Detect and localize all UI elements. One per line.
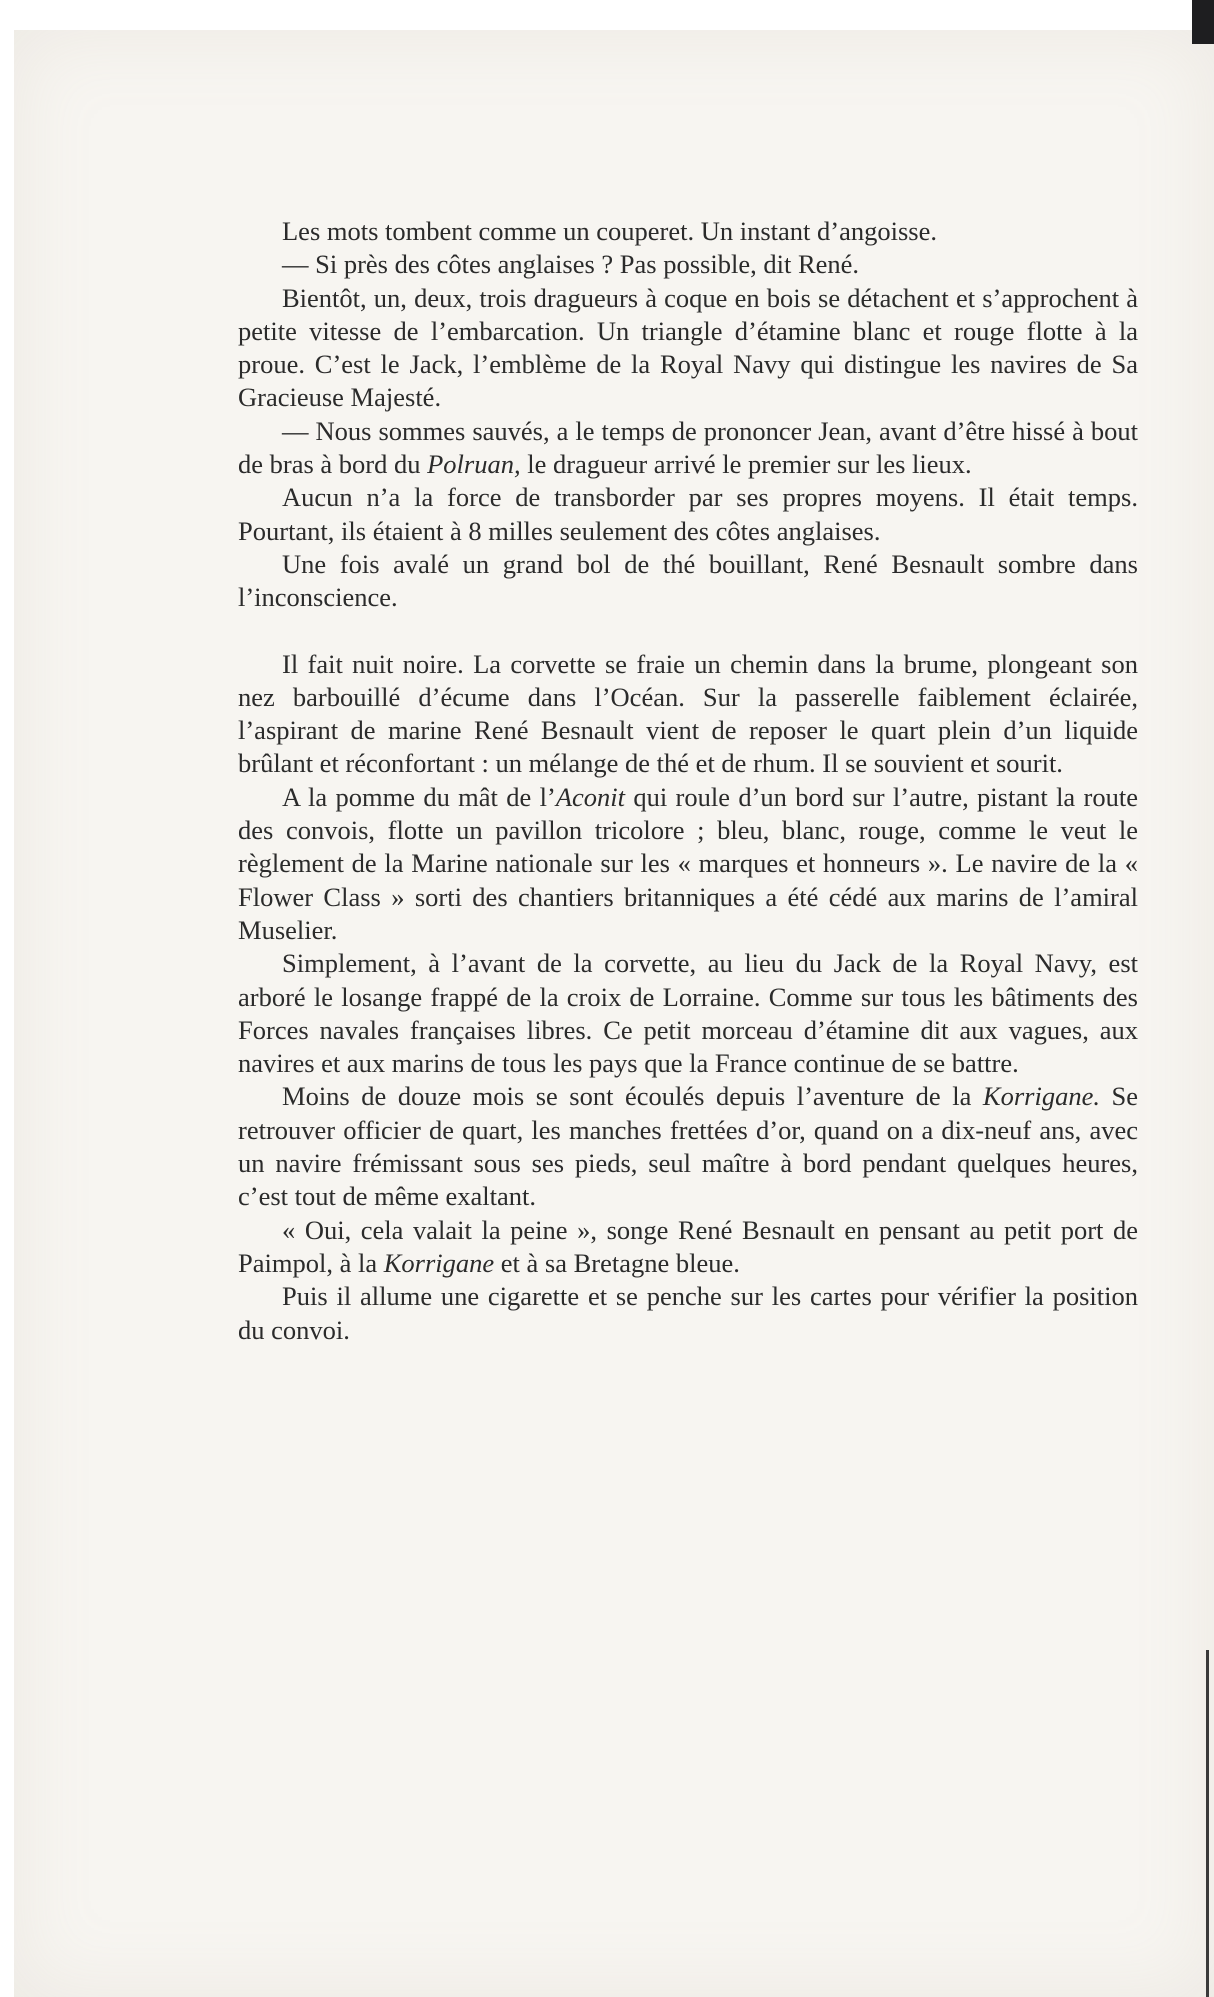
- italic-text: Korrigane.: [982, 1081, 1100, 1112]
- text-run: Se retrouver officier de quart, les manches frettées d’or, quand on a dix-neuf ans, avec un navire frémissant sous ses pieds, seul maître à bord pendant quelques heures, c’est tout de même exaltant.: [238, 1081, 1139, 1212]
- text-run: Les mots tombent comme un couperet. Un instant d’angoisse.: [282, 216, 938, 246]
- paragraph: [238, 481, 1138, 548]
- scan-corner-tab: [1192, 0, 1214, 44]
- paragraph: [238, 248, 1138, 281]
- text-run: Une fois avalé un grand bol de thé bouillant, René Besnault sombre dans l’inconscience.: [238, 548, 1138, 613]
- section-break: [238, 615, 1138, 648]
- text-run: qui roule d’un bord sur l’autre, pistant la route des convois, flotte un pavillon tricolore ; bleu, blanc, rouge, comme le veut le règlement de la Marine nationale sur les « marques et honneurs ». Le navire de la « Flower Class » sorti des chantiers britanniques a été cédé aux marins de l’amiral Muselier.: [238, 781, 1138, 945]
- scan-left-margin: [0, 0, 14, 1997]
- paragraph: [238, 947, 1138, 1080]
- paragraph: [238, 1214, 1138, 1281]
- text-run: Il fait nuit noire. La corvette se fraie un chemin dans la brume, plongeant son nez barbouillé d’écume dans l’Océan. Sur la passerelle faiblement éclairée, l’aspirant de marine René Besnault vient de reposer le quart plein d’un liquide brûlant et réconfortant : un mélange de thé et de rhum. Il se souvient et sourit.: [238, 648, 1138, 779]
- paragraph: [238, 282, 1138, 415]
- italic-text: Aconit: [555, 781, 625, 812]
- text-run: — Si près des côtes anglaises ? Pas possible, dit René.: [282, 249, 860, 280]
- paragraph: [238, 548, 1138, 615]
- text-run: Puis il allume une cigarette et se penche sur les cartes pour vérifier la position du convoi.: [238, 1281, 1138, 1345]
- text-run: le dragueur arrivé le premier sur les lieux.: [520, 449, 972, 480]
- paragraph: [238, 415, 1138, 482]
- text-run: « Oui, cela valait la peine », songe René Besnault en pensant au petit port de Paimpol, à la: [238, 1214, 1138, 1278]
- paragraph: [238, 215, 1138, 248]
- text-run: Simplement, à l’avant de la corvette, au lieu du Jack de la Royal Navy, est arboré le losange frappé de la croix de Lorraine. Comme sur tous les bâtiments des Forces navales françaises libres. Ce petit morceau d’étamine dit aux vagues, aux navires et aux marins de tous les pays que la France continue de se battre.: [238, 948, 1138, 1079]
- body-text: [238, 215, 1138, 1347]
- paragraph: [238, 1280, 1138, 1347]
- text-run: Aucun n’a la force de transborder par ses propres moyens. Il était temps. Pourtant, ils étaient à 8 milles seulement des côtes anglaises.: [238, 482, 1138, 546]
- paragraph: [238, 781, 1138, 947]
- scan-top-margin: [0, 0, 1214, 30]
- italic-text: Polruan,: [427, 449, 521, 480]
- text-run: — Nous sommes sauvés, a le temps de prononcer Jean, avant d’être hissé à bout de bras à bord du: [238, 415, 1138, 480]
- paragraph: [238, 1080, 1138, 1213]
- italic-text: Korrigane: [383, 1247, 495, 1278]
- paragraph: [238, 648, 1138, 781]
- text-run: Bientôt, un, deux, trois dragueurs à coque en bois se détachent et s’approchent à petite vitesse de l’embarcation. Un triangle d’étamine blanc et rouge flotte à la proue. C’est le Jack, l’emblème de la Royal Navy qui distingue les navires de Sa Gracieuse Majesté.: [238, 282, 1138, 413]
- text-run: A la pomme du mât de l’: [282, 781, 556, 812]
- page-edge-rule: [1206, 1650, 1209, 1997]
- text-run: Moins de douze mois se sont écoulés depuis l’aventure de la: [282, 1081, 983, 1112]
- text-run: et à sa Bretagne bleue.: [494, 1247, 740, 1278]
